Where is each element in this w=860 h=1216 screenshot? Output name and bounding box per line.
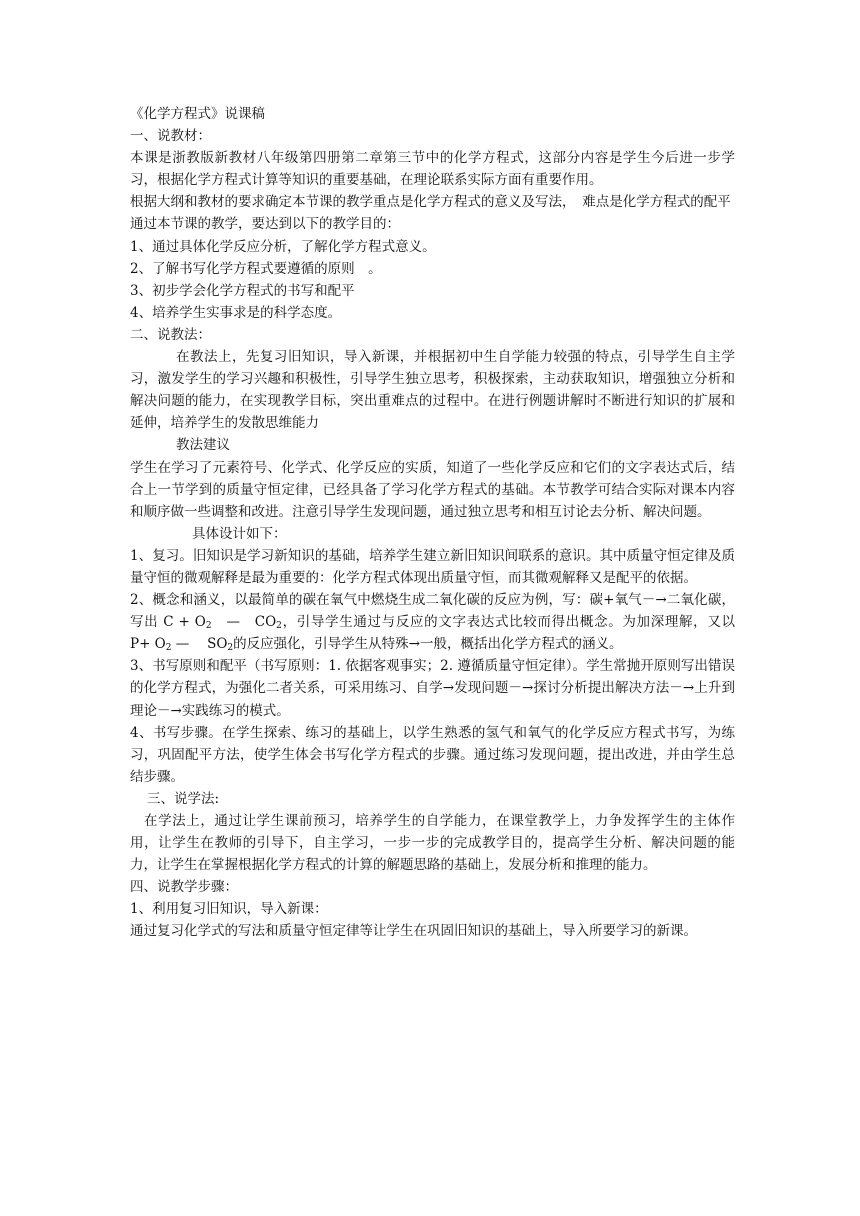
goal-item: 1、通过具体化学反应分析，了解化学方程式意义。 bbox=[130, 238, 436, 255]
subscript: 2 bbox=[227, 643, 234, 654]
goal-item: 4、培养学生实事求是的科学态度。 bbox=[130, 304, 342, 321]
paragraph-step-one: 通过复习化学式的写法和质量守恒定律等让学生在巩固旧知识的基础上，导入所要学习的新课。 bbox=[130, 923, 697, 940]
subscript: 2 bbox=[205, 621, 212, 632]
equation-text: — SO bbox=[171, 636, 228, 653]
document-page bbox=[130, 103, 749, 943]
design-item-review: 1、复习。旧知识是学习新知识的基础，培养学生建立新旧知识间联系的意识。其中质量守恒定律及质量守恒的微观解释是最为重要的：化学方程式体现出质量守恒，而其微观解释又是配平的依据。 bbox=[130, 547, 735, 586]
paragraph-key-points: 根据大纲和教材的要求确定本节课的教学重点是化学方程式的意义及写法， 难点是化学方程式的配平 bbox=[130, 194, 731, 211]
design-item-steps: 4、书写步骤。在学生探索、练习的基础上，以学生熟悉的氢气和氧气的化学反应方程式书写，为练习，巩固配平方法，使学生体会书写化学方程式的步骤。通过练习发现问题，提出改进，并由学生总结步骤。 bbox=[130, 724, 735, 785]
section-heading-steps: 四、说教学步骤： bbox=[130, 879, 238, 896]
paragraph-goals-intro: 通过本节课的教学，要达到以下的教学目的： bbox=[130, 216, 400, 233]
section-heading-learning: 三、说学法: bbox=[147, 790, 220, 807]
equation-text: 的反应强化，引导学生从特殊→一般，概括出化学方程式的涵义。 bbox=[233, 636, 623, 653]
design-item-concept bbox=[130, 589, 749, 655]
paragraph-method: 在教法上，先复习旧知识，导入新课，并根据初中生自学能力较强的特点，引导学生自主学习，激发学生的学习兴趣和积极性，引导学生独立思考，积极探索，主动获取知识，增强独立分析和解决问题的能力，在实现教学目标，突出重难点的过程中。在进行例题讲解时不断进行知识的扩展和延伸，培养学生的发散思维能力 bbox=[130, 349, 735, 432]
subheading-design: 具体设计如下： bbox=[192, 525, 287, 542]
design-item-principles: 3、书写原则和配平（书写原则：1. 依据客观事实；2. 遵循质量守恒定律）。学生常抛开原则写出错误的化学方程式，为强化二者关系，可采用练习、自学→发现问题－→探讨分析提出解决方法－→上升到理论－→实践练习的模式。 bbox=[130, 658, 735, 719]
goal-item: 3、初步学会化学方程式的书写和配平 bbox=[130, 282, 355, 299]
subscript: 2 bbox=[165, 643, 172, 654]
paragraph-learning: 在学法上，通过让学生课前预习，培养学生的自学能力，在课堂教学上，力争发挥学生的主体作用，让学生在教师的引导下，自主学习，一步一步的完成教学目的，提高学生分析、解决问题的能力，让学生在掌握根据化学方程式的计算的解题思路的基础上，发展分析和推理的能力。 bbox=[130, 813, 735, 874]
subscript: 2 bbox=[276, 621, 282, 632]
section-heading-textbook: 一、说教材： bbox=[130, 128, 211, 145]
equation-text: — CO bbox=[211, 614, 277, 631]
equation-text: 2、概念和涵义，以最简单的碳在氧气中燃烧生成二氧化碳的反应为例，写：碳+氧气－→二氧化碳，写出 C + O bbox=[130, 592, 735, 631]
subheading-method-advice: 教法建议 bbox=[176, 437, 230, 454]
step-item: 1、利用复习旧知识，导入新课： bbox=[130, 901, 328, 918]
equation-text: ，引导学生通过与反应的文字表达式比较而得出概念。为加深理解，又以 P+ O bbox=[130, 614, 749, 653]
document-title: 《化学方程式》说课稿 bbox=[130, 106, 265, 122]
goal-item: 2、了解书写化学方程式要遵循的原则 。 bbox=[130, 260, 382, 277]
paragraph-textbook-intro: 本课是浙教版新教材八年级第四册第二章第三节中的化学方程式，这部分内容是学生今后进一步学习，根据化学方程式计算等知识的重要基础，在理论联系实际方面有重要作用。 bbox=[130, 150, 735, 189]
paragraph-method-advice: 学生在学习了元素符号、化学式、化学反应的实质，知道了一些化学反应和它们的文字表达式后，结合上一节学到的质量守恒定律，已经具备了学习化学方程式的基础。本节教学可结合实际对课本内容和顺序做一些调整和改进。注意引导学生发现问题，通过独立思考和相互讨论去分析、解决问题。 bbox=[130, 459, 735, 520]
section-heading-method: 二、说教法： bbox=[130, 326, 211, 343]
